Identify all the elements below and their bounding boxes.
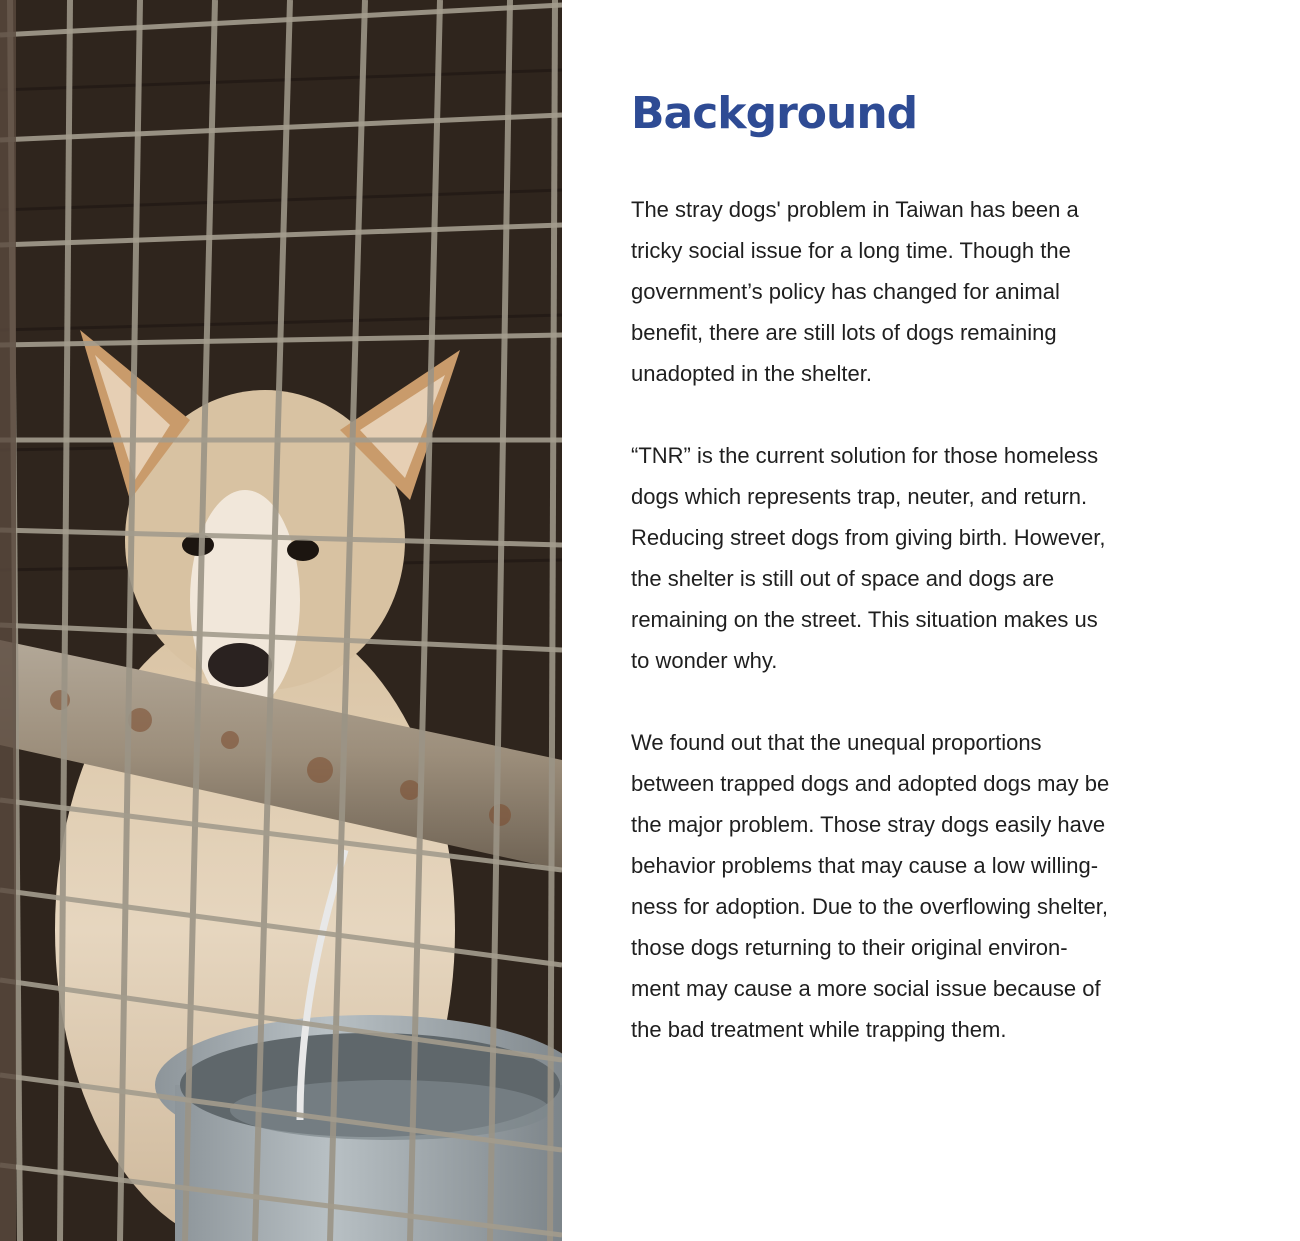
paragraph-stray-dogs-problem: The stray dogs' problem in Taiwan has been a tricky social issue for a long time. Though the government’s policy has changed for animal benefit, there are still lots of dogs remaining unadopted in the shelter.: [631, 197, 1079, 386]
dog-in-cage-photo: [0, 0, 562, 1241]
paragraph-tnr-solution: “TNR” is the current solution for those homeless dogs which represents trap, neuter, and return. Reducing street dogs from giving birth. However, the shelter is still out of space and dogs are remaining on the street. This situation makes us to wonder why.: [631, 443, 1106, 673]
paragraph-unequal-proportions: We found out that the unequal proportions between trapped dogs and adopted dogs may be the major problem. Those stray dogs easily have behavior problems that may cause a low willing- ness for adoption. Due to the overflowing shelter, those dogs returning to their original environ- ment may cause a more social issue because of the bad treatment while trapping them.: [631, 730, 1110, 1042]
text-column: [562, 0, 1300, 1241]
dog-in-cage-illustration: [0, 0, 562, 1241]
page-title: Background: [631, 88, 918, 139]
